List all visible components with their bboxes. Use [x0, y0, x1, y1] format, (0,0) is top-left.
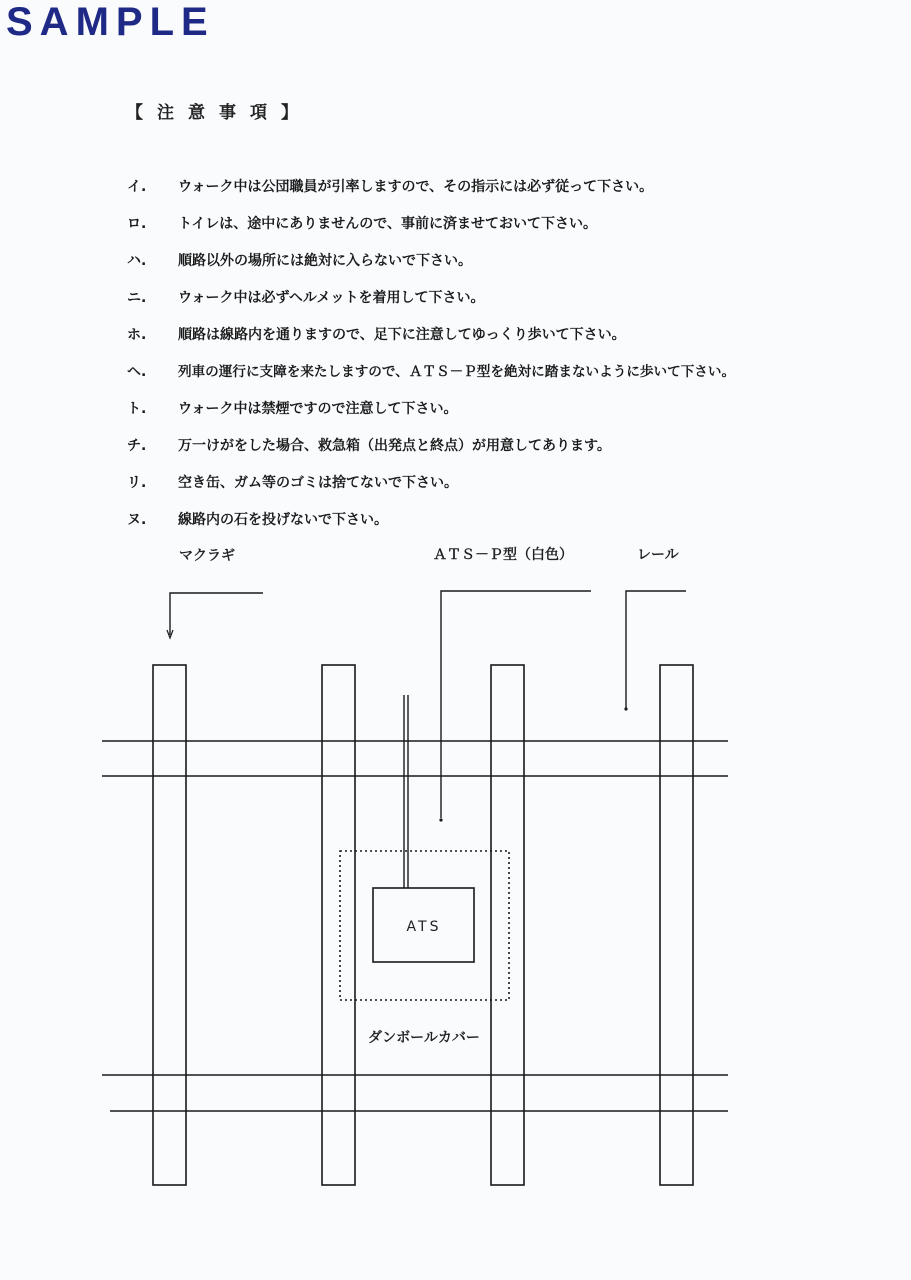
list-item-text: 空き缶、ガム等のゴミは捨てないで下さい。	[178, 475, 458, 491]
label-sleeper: マクラギ	[179, 548, 235, 564]
list-item-marker: ハ.	[127, 253, 147, 269]
leader-line-sleeper	[170, 593, 263, 635]
list-item-marker: ヌ.	[127, 512, 147, 528]
list-item-text: トイレは、途中にありませんので、事前に済ませておいて下さい。	[178, 216, 598, 232]
list-item-marker: ホ.	[127, 327, 147, 343]
sleeper	[491, 665, 524, 1185]
sleeper	[660, 665, 693, 1185]
page-title: 【注意事項】	[126, 103, 312, 123]
list-item-marker: ヘ.	[127, 364, 147, 380]
list-item-text: 万一けがをした場合、救急箱（出発点と終点）が用意してあります。	[178, 438, 611, 454]
sleeper	[153, 665, 186, 1185]
leader-line-rail	[626, 591, 686, 708]
label-rail: レール	[637, 547, 679, 563]
list-item-text: ウォーク中は禁煙ですので注意して下さい。	[178, 401, 458, 417]
sample-watermark: SAMPLE	[6, 0, 215, 44]
list-item-marker: チ.	[127, 438, 147, 454]
list-item-text: ウォーク中は必ずヘルメットを着用して下さい。	[178, 290, 485, 306]
list-item-text: ウォーク中は公団職員が引率しますので、その指示には必ず従って下さい。	[178, 179, 654, 195]
label-ats-type: ＡＴＳ－Ｐ型（白色）	[433, 547, 573, 563]
list-item-marker: ロ.	[127, 216, 147, 232]
list-item-text: 列車の運行に支障を来たしますので、ＡＴＳ－Ｐ型を絶対に踏まないように歩いて下さい。	[178, 364, 736, 380]
list-item-text: 順路は線路内を通りますので、足下に注意してゆっくり歩いて下さい。	[178, 327, 626, 343]
pointer-dot-icon	[439, 818, 442, 821]
ats-box-label: ATS	[406, 919, 442, 935]
sleeper	[322, 665, 355, 1185]
pointer-dot-icon	[624, 707, 627, 710]
list-item-text: 線路内の石を投げないで下さい。	[178, 512, 388, 528]
label-cardboard-cover: ダンボールカバー	[368, 1030, 480, 1046]
list-item-text: 順路以外の場所には絶対に入らないで下さい。	[178, 253, 472, 269]
list-item-marker: ニ.	[127, 290, 147, 306]
list-item-marker: リ.	[127, 475, 147, 491]
leader-line-ats	[441, 591, 591, 818]
list-item-marker: ト.	[127, 401, 147, 417]
list-item-marker: イ.	[127, 179, 147, 195]
